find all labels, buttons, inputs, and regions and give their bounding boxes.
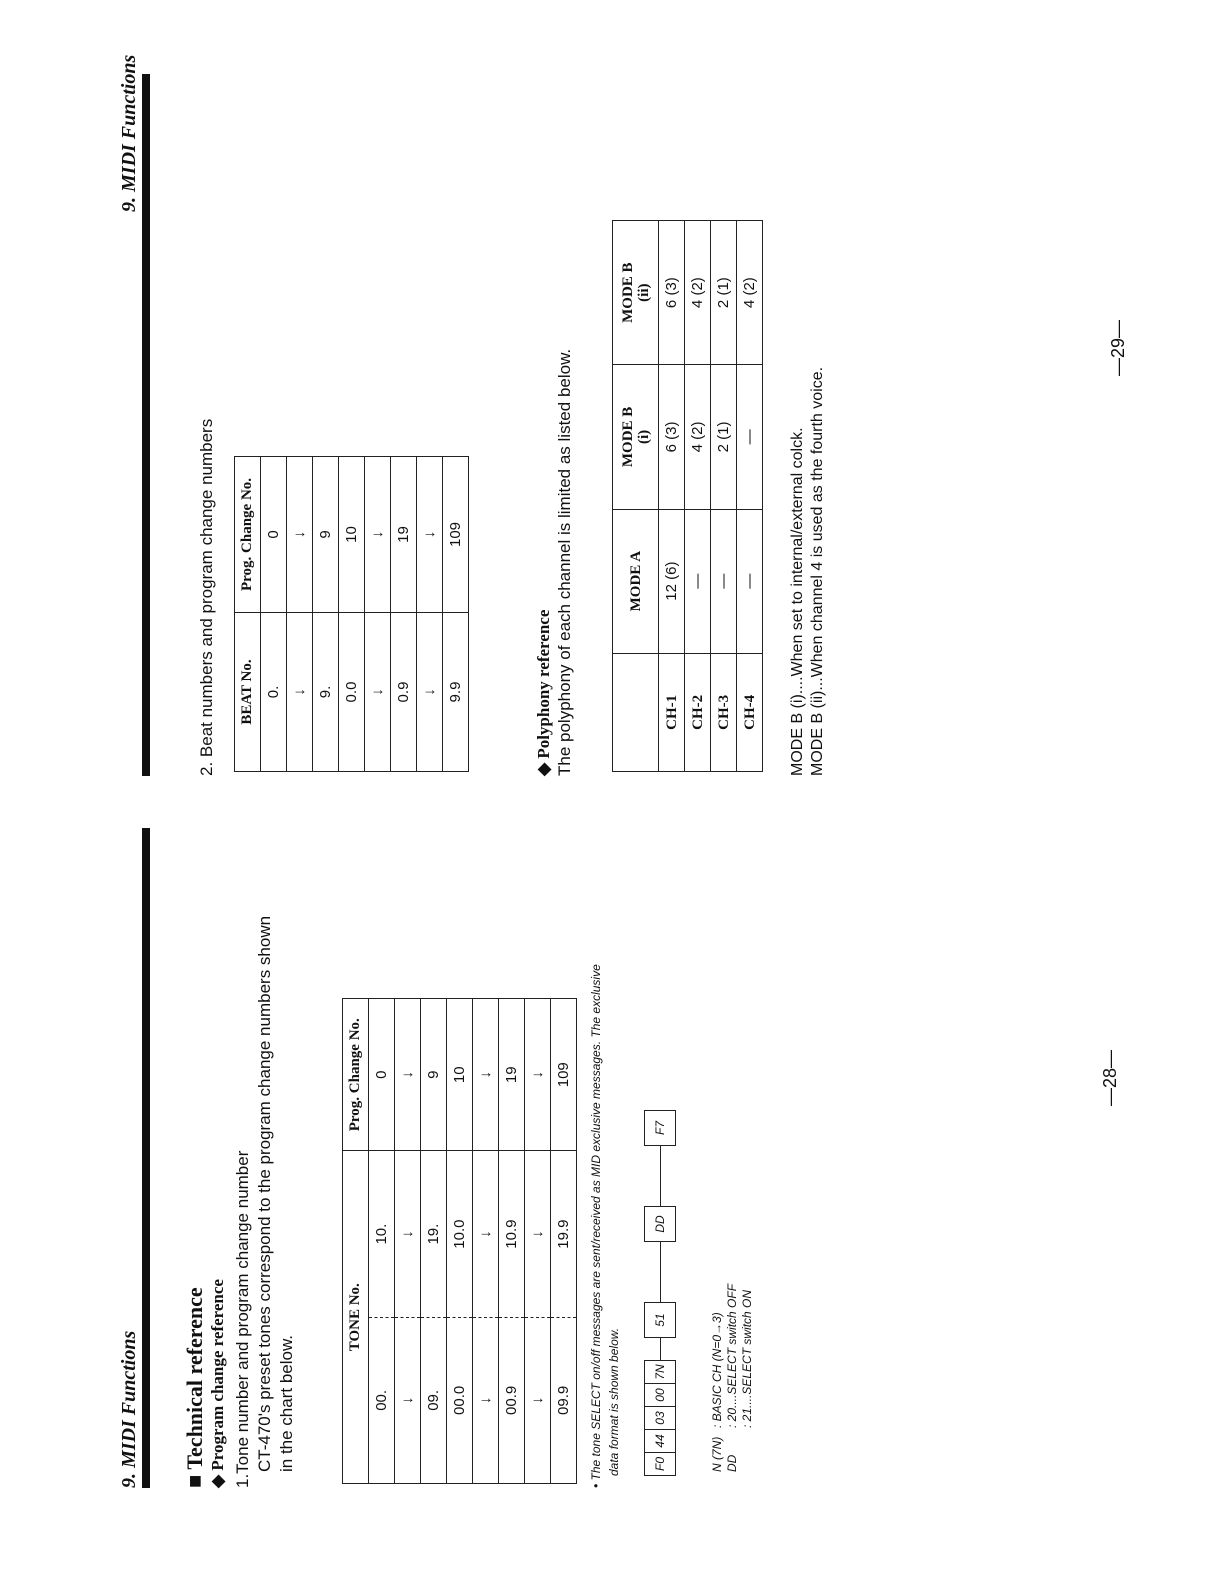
table-row <box>551 999 577 1484</box>
format-legend <box>710 1284 755 1472</box>
format-box: F0 <box>644 1452 676 1476</box>
format-box: 00 <box>644 1383 676 1406</box>
polyphony-title-text: Polyphony reference <box>534 609 553 759</box>
table-row <box>473 999 499 1484</box>
connector-line <box>660 1146 661 1206</box>
table-header-row <box>613 221 659 772</box>
item-1-text-line-1: CT-470's preset tones correspond to the program change numbers shown <box>255 915 274 1472</box>
subsection-title: ◆ Program change reference <box>208 1279 227 1488</box>
table-row <box>499 999 525 1484</box>
col-mode-b-ii: MODE B (ii) <box>613 221 659 365</box>
cell: ↓ <box>417 457 443 613</box>
table-row <box>369 999 395 1484</box>
cell: 19 <box>499 999 525 1151</box>
col-prog: Prog. Change No. <box>343 999 369 1151</box>
cell: 10.0 <box>447 1151 473 1317</box>
cell: 12 (6) <box>659 509 685 653</box>
cell: 0.9 <box>391 613 417 772</box>
connector-line <box>660 1242 661 1302</box>
cell: 0 <box>369 999 395 1151</box>
legend-key: DD <box>725 1454 739 1472</box>
legend-row <box>710 1284 725 1472</box>
table-row <box>525 999 551 1484</box>
cell: 10 <box>339 457 365 613</box>
beat-table <box>234 456 469 772</box>
cell: 10. <box>369 1151 395 1317</box>
cell: 19. <box>421 1151 447 1317</box>
table-header-row <box>343 999 369 1484</box>
cell: 00.0 <box>447 1317 473 1483</box>
section-title-text: Technical reference <box>182 1287 207 1470</box>
cell: ↓ <box>525 1317 551 1483</box>
legend-key <box>740 1428 755 1472</box>
table-row <box>313 457 339 772</box>
cell: 10.9 <box>499 1151 525 1317</box>
cell: — <box>737 365 763 509</box>
item-1-title: 1.Tone number and program change number <box>233 1150 252 1488</box>
legend-value: : 21....SELECT switch ON <box>740 1289 754 1428</box>
page-number: —28— <box>1100 1049 1120 1106</box>
subsection-title-text: Program change reference <box>208 1279 227 1471</box>
cell: 00.9 <box>499 1317 525 1483</box>
cell: ↓ <box>365 457 391 613</box>
page-header: 9. MIDI Functions <box>118 54 140 212</box>
polyphony-title: ◆ Polyphony reference <box>534 609 553 776</box>
cell: 4 (2) <box>737 221 763 365</box>
cell: ↓ <box>525 999 551 1151</box>
cell: ↓ <box>417 613 443 772</box>
cell: ↓ <box>287 613 313 772</box>
table-row <box>261 457 287 772</box>
cell: 0. <box>261 613 287 772</box>
table-row <box>711 221 737 772</box>
page-header: 9. MIDI Functions <box>118 1330 140 1488</box>
cell: ↓ <box>473 1151 499 1317</box>
cell: 09.9 <box>551 1317 577 1483</box>
cell: ↓ <box>395 999 421 1151</box>
table-row <box>391 457 417 772</box>
header-rule <box>142 74 150 776</box>
format-box: 44 <box>644 1429 676 1452</box>
cell: 10 <box>447 999 473 1151</box>
item-1-text-line-2: in the chart below. <box>277 1334 296 1472</box>
row-label: CH-4 <box>737 653 763 771</box>
table-row <box>443 457 469 772</box>
format-box: 03 <box>644 1406 676 1429</box>
cell: — <box>685 509 711 653</box>
row-label: CH-2 <box>685 653 711 771</box>
page-number: —29— <box>1108 319 1128 376</box>
format-box-dd: DD <box>644 1206 676 1242</box>
col-mode-b-i: MODE B (i) <box>613 365 659 509</box>
cell: 6 (3) <box>659 221 685 365</box>
cell: ↓ <box>395 1151 421 1317</box>
cell: ↓ <box>365 613 391 772</box>
cell: 0 <box>261 457 287 613</box>
legend-row <box>725 1284 740 1472</box>
format-box-51: 51 <box>644 1302 676 1338</box>
cell: — <box>737 509 763 653</box>
footnote-mode-b-ii: MODE B (ii)...When channel 4 is used as the fourth voice. <box>809 366 826 776</box>
legend-value: : 20....SELECT switch OFF <box>725 1283 739 1428</box>
note-line-1: • The tone SELECT on/off messages are sent/received as MID exclusive messages. The exclusive <box>589 964 603 1488</box>
page-28 <box>0 792 1224 1584</box>
polyphony-text: The polyphony of each channel is limited as listed below. <box>555 348 574 776</box>
table-row <box>659 221 685 772</box>
note-line-2: data format is shown below. <box>607 1327 621 1476</box>
header-rule <box>142 828 150 1488</box>
table-row <box>417 457 443 772</box>
cell: 9. <box>313 613 339 772</box>
cell: 4 (2) <box>685 221 711 365</box>
footnote-mode-b-i: MODE B (i)....When set to internal/external colck. <box>789 427 806 776</box>
connector-line <box>660 1338 661 1360</box>
cell: 2 (1) <box>711 221 737 365</box>
cell: 19 <box>391 457 417 613</box>
cell: ↓ <box>395 1317 421 1483</box>
legend-key: N (7N) <box>710 1436 724 1472</box>
table-row <box>421 999 447 1484</box>
cell: 4 (2) <box>685 365 711 509</box>
cell: 00. <box>369 1317 395 1483</box>
table-row <box>365 457 391 772</box>
item-2-title: 2. Beat numbers and program change numbers <box>197 418 216 776</box>
cell: 09. <box>421 1317 447 1483</box>
legend-row <box>740 1284 755 1472</box>
cell: ↓ <box>473 1317 499 1483</box>
cell: 109 <box>551 999 577 1151</box>
table-row <box>447 999 473 1484</box>
row-label: CH-1 <box>659 653 685 771</box>
cell: 9 <box>313 457 339 613</box>
cell: 6 (3) <box>659 365 685 509</box>
row-label: CH-3 <box>711 653 737 771</box>
legend-value: : BASIC CH (N=0→3) <box>710 1312 724 1428</box>
col-prog: Prog. Change No. <box>235 457 261 613</box>
cell: 19.9 <box>551 1151 577 1317</box>
table-header-row <box>235 457 261 772</box>
col-empty <box>613 653 659 771</box>
format-box: 7N <box>644 1360 676 1383</box>
col-mode-a: MODE A <box>613 509 659 653</box>
section-title: ■ Technical reference <box>182 1287 207 1488</box>
cell: 109 <box>443 457 469 613</box>
polyphony-table <box>612 220 763 772</box>
col-tone: TONE No. <box>343 1151 369 1484</box>
table-row <box>395 999 421 1484</box>
cell: — <box>711 509 737 653</box>
table-row <box>287 457 313 772</box>
exclusive-format-diagram <box>644 1110 676 1476</box>
cell: ↓ <box>287 457 313 613</box>
cell: 0.0 <box>339 613 365 772</box>
cell: 9 <box>421 999 447 1151</box>
cell: ↓ <box>473 999 499 1151</box>
table-row <box>737 221 763 772</box>
table-row <box>339 457 365 772</box>
cell: ↓ <box>525 1151 551 1317</box>
cell: 9.9 <box>443 613 469 772</box>
cell: 2 (1) <box>711 365 737 509</box>
tone-table <box>342 998 577 1484</box>
table-row <box>685 221 711 772</box>
col-beat: BEAT No. <box>235 613 261 772</box>
format-box-f7: F7 <box>644 1110 676 1146</box>
